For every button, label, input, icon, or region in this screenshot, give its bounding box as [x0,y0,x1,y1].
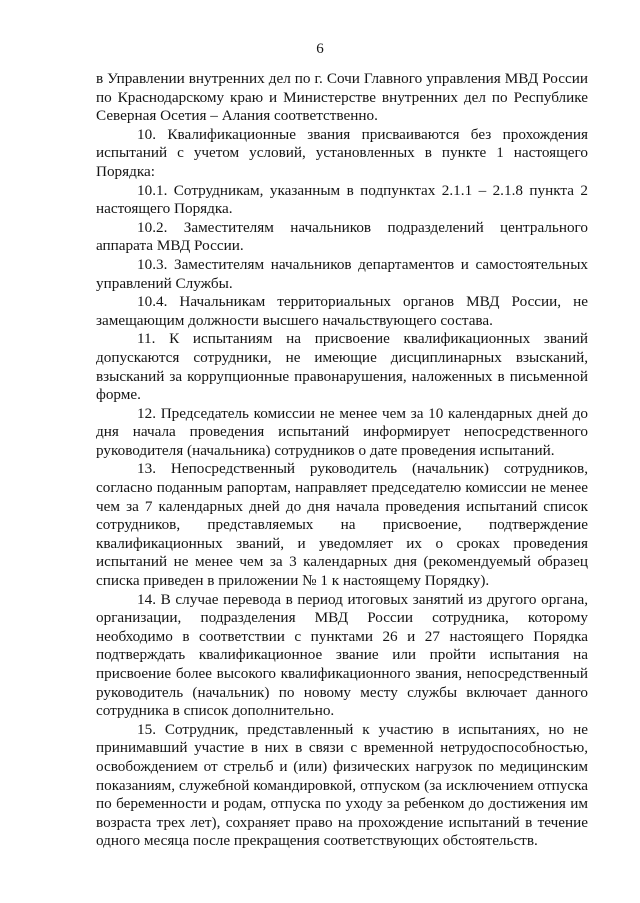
paragraph-10-2: 10.2. Заместителям начальников подразделений центрального аппарата МВД России. [96,218,588,255]
paragraph-10-4: 10.4. Начальникам территориальных органов МВД России, не замещающим должности высшего начальствующего состава. [96,293,588,329]
paragraph-14: 14. В случае перевода в период итоговых занятий из другого органа, организации, подразделения МВД России сотрудника, которому необходимо в соответствии с пунктами 26 и 27 настоящего Порядка подтверждать квалификационное звание или пройти испытания на присвоение более высокого квалификационного звания, непосредственный руководитель (начальник) по новому месту службы включает данного сотрудника в список дополнительно. [96,590,588,720]
paragraph-13: 13. Непосредственный руководитель (начальник) сотрудников, согласно поданным рапортам, направляет председателю комиссии не менее чем за 7 календарных дней до дня начала проведения испытаний список сотрудников, представляемых на присвоение, подтверждение квалификационных званий, и уведомляет их о сроках проведения испытаний не менее чем за 3 календарных дня (рекомендуемый образец списка приведен в приложении № 1 к настоящему Порядку). [96,460,588,590]
paragraph-10-1: 10.1. Сотрудникам, указанным в подпунктах 2.1.1 – 2.1.8 пункта 2 настоящего Порядка. [96,181,588,218]
paragraph-15: 15. Сотрудник, представленный к участию в испытаниях, но не принимавший участие в них в связи с временной нетрудоспособностью, освобождением от стрельб и (или) физических нагрузок по медицинским показаниям, служебной командировкой, отпуском (за исключением отпуска по беременности и родам, отпуска по уходу за ребенком до достижения им возраста трех лет), сохраняет право на прохождение испытаний в течение одного месяца после прекращения соответствующих обстоятельств. [96,720,588,850]
document-body [96,70,588,851]
paragraph-continuation: в Управлении внутренних дел по г. Сочи Главного управления МВД России по Краснодарскому краю и Министерстве внутренних дел по Республике Северная Осетия – Алания соответственно. [96,70,588,125]
paragraph-11: 11. К испытаниям на присвоение квалификационных званий допускаются сотрудники, не имеющие дисциплинарных взысканий, взысканий за коррупционные правонарушения, наложенных в письменной форме. [96,330,588,404]
paragraph-10: 10. Квалификационные звания присваиваются без прохождения испытаний с учетом условий, установленных в пункте 1 настоящего Порядка: [96,125,588,180]
paragraph-12: 12. Председатель комиссии не менее чем за 10 календарных дней до дня начала проведения испытаний информирует непосредственного руководителя (начальника) сотрудников о дате проведения испытаний. [96,404,588,459]
paragraph-10-3: 10.3. Заместителям начальников департаментов и самостоятельных управлений Службы. [96,255,588,292]
page-number: 6 [316,41,324,57]
